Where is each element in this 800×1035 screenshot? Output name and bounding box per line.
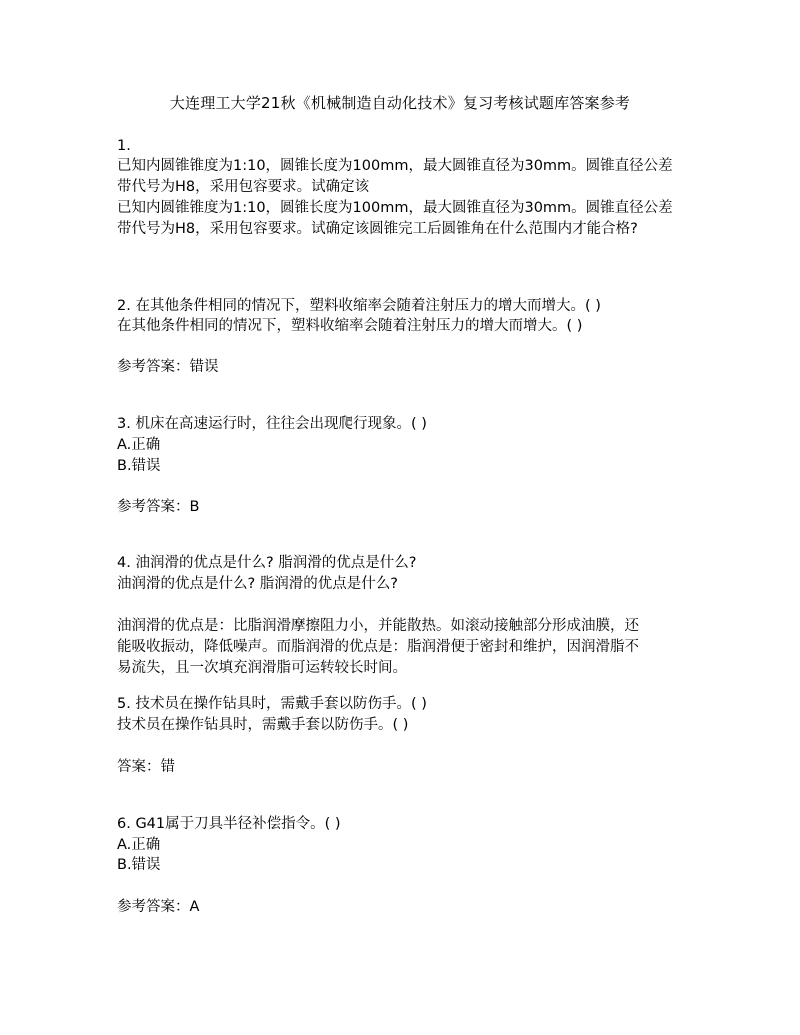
q4-answer-line: 油润滑的优点是：比脂润滑摩擦阻力小，并能散热。如滚动接触部分形成油膜，还 — [117, 618, 639, 634]
q4-text-line: 油润滑的优点是什么? 脂润滑的优点是什么? — [117, 576, 398, 592]
q1-text-line: 带代号为H8，采用包容要求。试确定该圆锥完工后圆锥角在什么范围内才能合格? — [117, 221, 638, 237]
q3-option-a: A.正确 — [117, 437, 161, 453]
q1-number: 1. — [117, 138, 131, 154]
q1-text-line: 带代号为H8，采用包容要求。试确定该 — [117, 179, 370, 195]
q4-answer-line: 能吸收振动，降低噪声。而脂润滑的优点是：脂润滑便于密封和维护，因润滑脂不 — [117, 639, 639, 655]
q2-text-line: 2. 在其他条件相同的情况下，塑料收缩率会随着注射压力的增大而增大。( ) — [117, 298, 601, 314]
document-title: 大连理工大学21秋《机械制造自动化技术》复习考核试题库答案参考 — [169, 94, 631, 112]
q6-answer: 参考答案：A — [117, 899, 200, 915]
q5-text-line: 5. 技术员在操作钻具时，需戴手套以防伤手。( ) — [117, 696, 427, 712]
q2-text-line: 在其他条件相同的情况下，塑料收缩率会随着注射压力的增大而增大。( ) — [117, 318, 583, 334]
q4-answer-line: 易流失，且一次填充润滑脂可运转较长时间。 — [117, 660, 407, 676]
q6-option-b: B.错误 — [117, 857, 161, 873]
q5-answer: 答案：错 — [117, 759, 175, 775]
q2-answer: 参考答案：错误 — [117, 359, 219, 375]
q1-text-line: 已知内圆锥锥度为1:10，圆锥长度为100mm，最大圆锥直径为30mm。圆锥直径公差 — [117, 200, 673, 216]
q3-option-b: B.错误 — [117, 458, 161, 474]
q5-text-line: 技术员在操作钻具时，需戴手套以防伤手。( ) — [117, 717, 409, 733]
q1-text-line: 已知内圆锥锥度为1:10，圆锥长度为100mm，最大圆锥直径为30mm。圆锥直径公差 — [117, 158, 673, 174]
q3-answer: 参考答案：B — [117, 499, 200, 515]
q6-text-line: 6. G41属于刀具半径补偿指令。( ) — [117, 816, 341, 832]
q3-text-line: 3. 机床在高速运行时，往往会出现爬行现象。( ) — [117, 416, 427, 432]
q4-text-line: 4. 油润滑的优点是什么? 脂润滑的优点是什么? — [117, 555, 417, 571]
q6-option-a: A.正确 — [117, 837, 161, 853]
